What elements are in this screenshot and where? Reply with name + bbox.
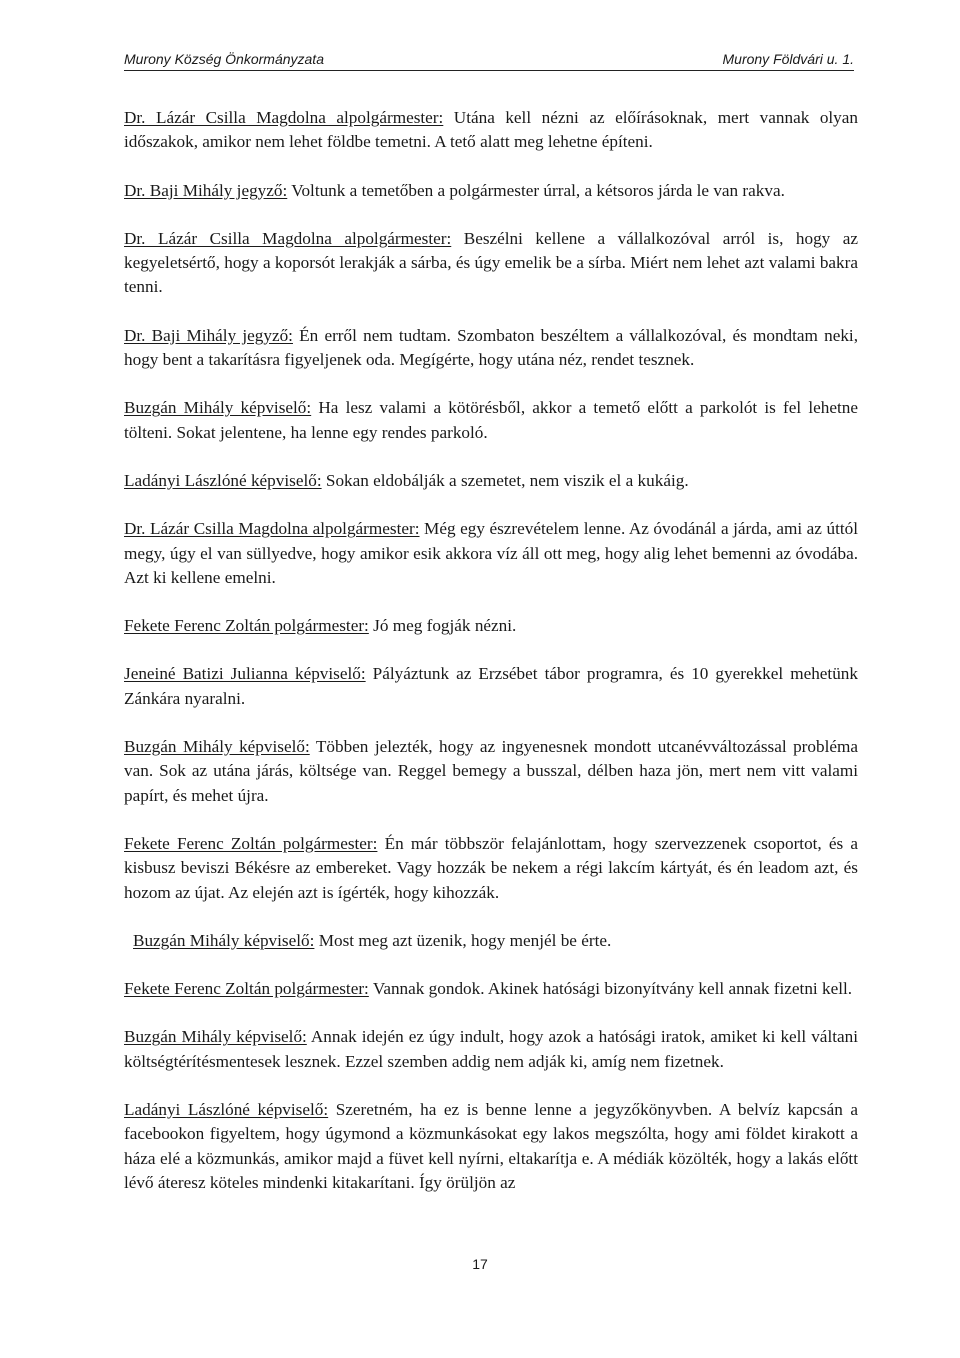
minutes-body bbox=[124, 106, 858, 1219]
paragraph-text: Jó meg fogják nézni. bbox=[368, 616, 517, 636]
paragraph bbox=[124, 977, 858, 1001]
paragraph bbox=[124, 469, 858, 493]
paragraph bbox=[124, 929, 858, 953]
page-header bbox=[124, 50, 854, 71]
header-address: Murony Földvári u. 1. bbox=[722, 51, 854, 67]
paragraph bbox=[124, 179, 858, 203]
paragraph-text: Többen jelezték, hogy az ingyenesnek mondott utcanévváltozással probléma van. Sok az utána járás, költsége van. Reggel bemegy a busszal, délben haza jön, mert nem vitt valami papírt, és mehet újra. bbox=[124, 737, 858, 805]
speaker-label: Dr. Lázár Csilla Magdolna alpolgármester: bbox=[124, 108, 444, 127]
speaker-label: Buzgán Mihály képviselő: bbox=[133, 930, 315, 950]
paragraph-text: Pályáztunk az Erzsébet tábor programra, és 10 gyerekkel mehetünk Zánkára nyaralni. bbox=[124, 664, 858, 708]
paragraph-text: Beszélni kellene a vállalkozóval arról is, hogy az kegyeletsértő, hogy a koporsót lerakják a sárba, és úgy emelik be a sírba. Miért nem lehet azt valami bakra tenni. bbox=[124, 228, 859, 297]
paragraph bbox=[124, 662, 858, 711]
paragraph-text: Voltunk a temetőben a polgármester úrral, a kétsoros járda le van rakva. bbox=[287, 180, 785, 200]
speaker-label: Jeneiné Batizi Julianna képviselő: bbox=[124, 664, 366, 684]
speaker-label: Dr. Baji Mihály jegyző: bbox=[124, 325, 293, 345]
speaker-label: Ladányi Lászlóné képviselő: bbox=[124, 470, 322, 490]
speaker-label: Buzgán Mihály képviselő: bbox=[124, 398, 312, 418]
paragraph bbox=[124, 832, 858, 905]
paragraph-text: Szeretném, ha ez is benne lenne a jegyzőkönyvben. A belvíz kapcsán a facebookon figyeltem, hogy úgymond a közmunkásokat egy lakos megszólta, hogy ami földet kirakott a háza elé a közmunkás, amikor majd a füvet kell nyírni, eltakarítja e. A médiák közölték, hogy a lakás előtt lévő áteresz köteles mindenki kitakarítani. Így örüljön az bbox=[124, 1100, 858, 1192]
speaker-label: Fekete Ferenc Zoltán polgármester: bbox=[124, 833, 378, 853]
speaker-label: Buzgán Mihály képviselő: bbox=[124, 737, 310, 757]
paragraph bbox=[124, 227, 858, 300]
paragraph-text: Még egy észrevételem lenne. Az óvodánál a járda, ami az úttól megy, úgy el van süllyedve, hogy amikor esik akkora víz áll ott meg, hogy alig lehet bemenni az óvodába. Azt ki kellene emelni. bbox=[124, 519, 858, 587]
paragraph-text: Sokan eldobálják a szemetet, nem viszik el a kukáig. bbox=[321, 470, 689, 490]
paragraph bbox=[124, 1098, 858, 1195]
speaker-label: Fekete Ferenc Zoltán polgármester: bbox=[124, 979, 369, 999]
paragraph bbox=[124, 735, 858, 808]
header-organization: Murony Község Önkormányzata bbox=[124, 51, 324, 67]
page-number: 17 bbox=[472, 1256, 488, 1272]
speaker-label: Buzgán Mihály képviselő: bbox=[124, 1027, 307, 1047]
speaker-label: Dr. Baji Mihály jegyző: bbox=[124, 180, 288, 200]
paragraph bbox=[124, 396, 858, 445]
speaker-label: Ladányi Lászlóné képviselő: bbox=[124, 1100, 329, 1120]
speaker-label: Fekete Ferenc Zoltán polgármester: bbox=[124, 616, 369, 636]
paragraph-text: Én már többször felajánlottam, hogy szervezzenek csoportot, és a kisbusz beviszi Békésre az embereket. Vagy hozzák be nekem a régi lakcím kártyát, és én leadom azt, és hozom az újat. Az elején azt is ígérték, hogy kihozzák. bbox=[124, 833, 858, 902]
paragraph-text: Vannak gondok. Akinek hatósági bizonyítvány kell annak fizetni kell. bbox=[368, 979, 853, 999]
paragraph-text: Utána kell nézni az előírásoknak, mert vannak olyan időszakok, amikor nem lehet földbe temetni. A tető alatt meg lehetne építeni. bbox=[124, 108, 859, 152]
paragraph bbox=[124, 614, 858, 638]
paragraph-text: Annak idején ez úgy indult, hogy azok a hatósági iratok, amiket ki kell váltani költségtérítésmentesek lesznek. Ezzel szemben addig nem adják ki, amíg nem fizetnek. bbox=[124, 1027, 858, 1071]
paragraph bbox=[124, 1025, 858, 1074]
paragraph-text: Én erről nem tudtam. Szombaton beszéltem a vállalkozóval, és mondtam neki, hogy bent a takarításra figyeljenek oda. Megígérte, hogy utána néz, rendet tesznek. bbox=[124, 325, 858, 370]
speaker-label: Dr. Lázár Csilla Magdolna alpolgármester: bbox=[124, 519, 420, 539]
paragraph-text: Ha lesz valami a kötörésből, akkor a temető előtt a parkolót is fel lehetne tölteni. Sokat jelentene, ha lenne egy rendes parkoló. bbox=[124, 398, 858, 442]
speaker-label: Dr. Lázár Csilla Magdolna alpolgármester: bbox=[124, 228, 452, 248]
paragraph-text: Most meg azt üzenik, hogy menjél be érte. bbox=[314, 930, 612, 950]
paragraph bbox=[124, 324, 858, 373]
paragraph bbox=[124, 106, 858, 155]
paragraph bbox=[124, 517, 858, 590]
